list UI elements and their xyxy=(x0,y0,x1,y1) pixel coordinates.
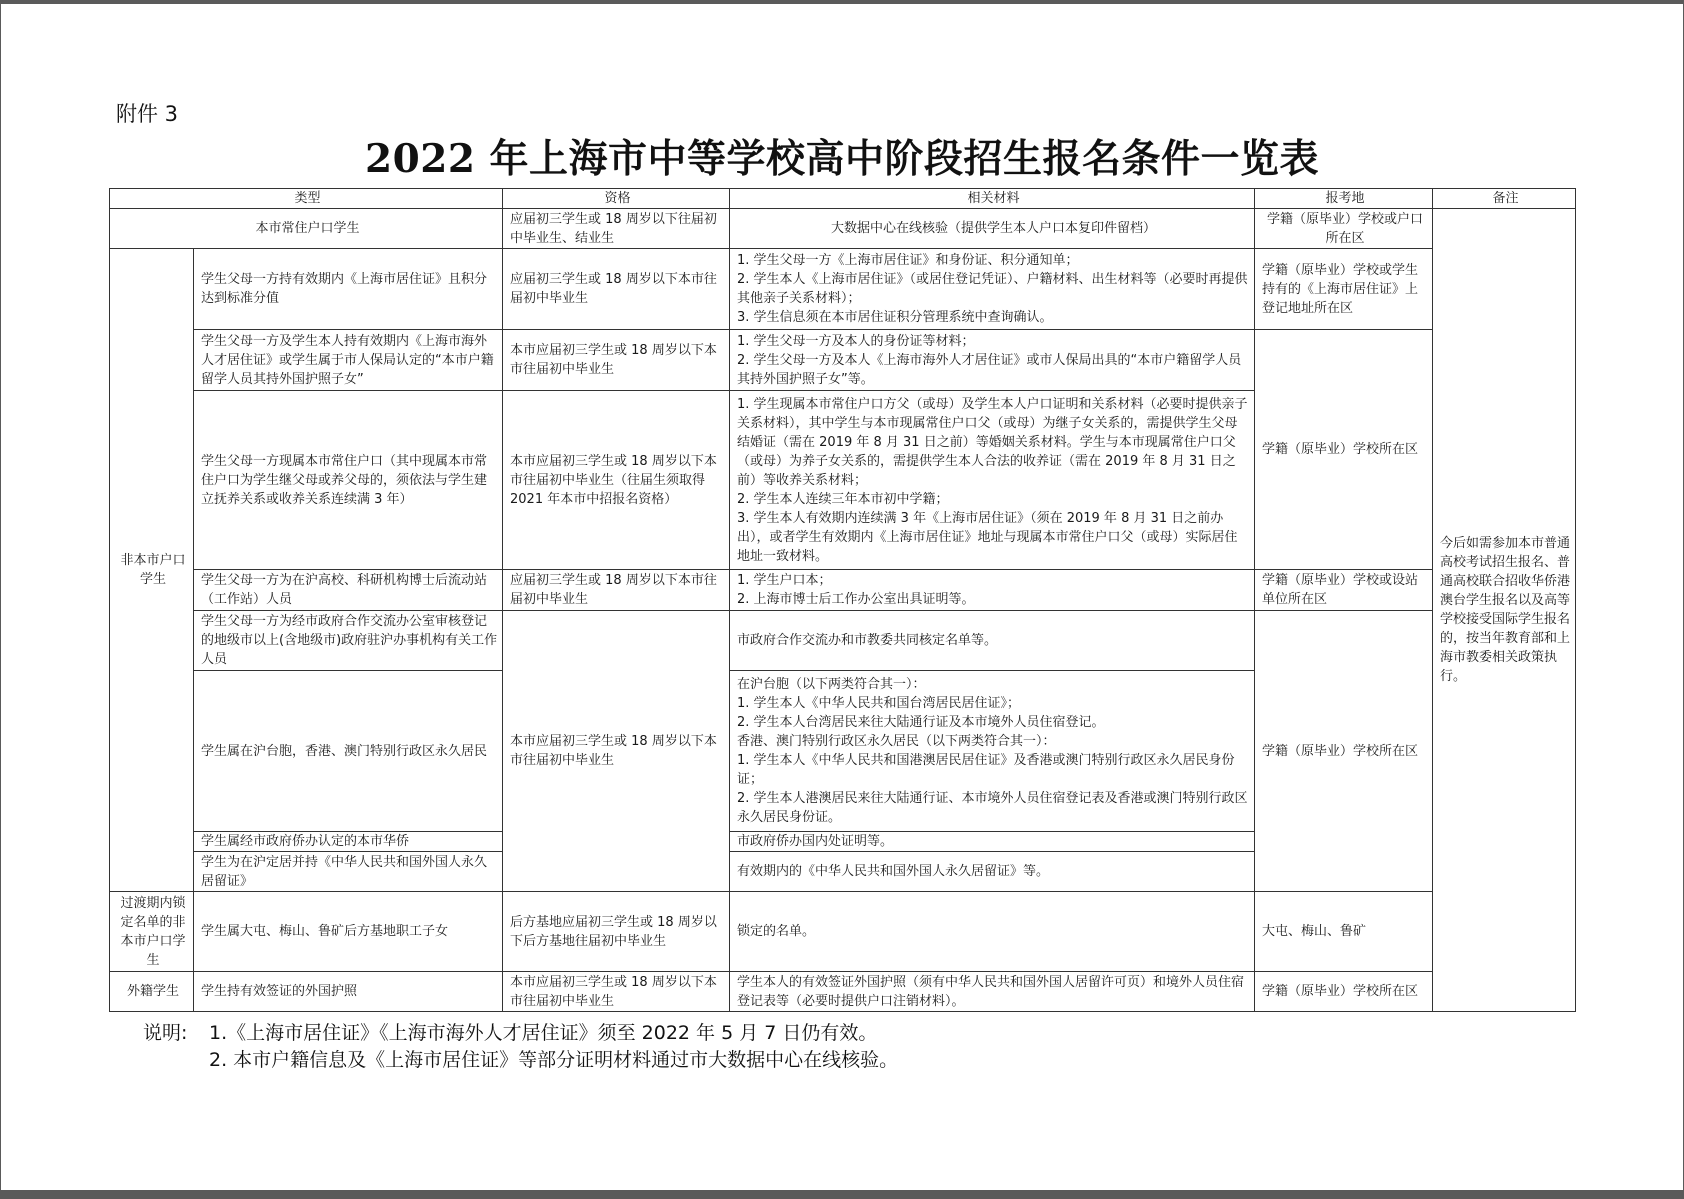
exam-location-cell: 大屯、梅山、鲁矿 xyxy=(1255,892,1433,972)
table-row xyxy=(110,611,1576,671)
material-line: 2. 学生本人港澳居民来往大陆通行证、本市境外人员住宿登记表及香港或澳门特别行政区永久居民身份证。 xyxy=(737,791,1248,825)
document-title: 2022 年上海市中等学校高中阶段招生报名条件一览表 xyxy=(364,136,1320,182)
materials-cell: 市政府侨办国内处证明等。 xyxy=(730,832,1255,852)
condition-cell: 学生父母一方为在沪高校、科研机构博士后流动站（工作站）人员 xyxy=(194,570,503,611)
material-line: 1. 学生现属本市常住户口方父（或母）及学生本人户口证明和关系材料（必要时提供亲子关系材料），其中学生与本市现属常住户口父（或母）为继子女关系的，需提供学生父母结婚证（需在 2019 年 8 月 31 日之前）等婚姻关系材料。学生与本市现属常住户口父（或母）为养子女关系的，需提供学生本人合法的收养证（需在 2019 年 8 月 31 日之前）等收养关系材料； xyxy=(737,396,1248,488)
materials-cell xyxy=(730,249,1255,330)
condition-cell: 学生父母一方为经市政府合作交流办公室审核登记的地级市以上(含地级市)政府驻沪办事机构有关工作人员 xyxy=(194,611,503,671)
qualification-cell: 本市应届初三学生或 18 周岁以下本市往届初中毕业生 xyxy=(503,972,730,1012)
materials-cell xyxy=(730,570,1255,611)
material-line: 1. 学生父母一方及本人的身份证等材料； xyxy=(737,333,975,349)
exam-location-cell: 学籍（原毕业）学校所在区 xyxy=(1255,611,1433,892)
header-materials: 相关材料 xyxy=(730,189,1255,209)
table-row xyxy=(110,892,1576,972)
transition-category: 过渡期内锁定名单的非本市户口学生 xyxy=(110,892,194,972)
remarks-cell: 今后如需参加本市普通高校考试招生报名、普通高校联合招收华侨港澳台学生报名以及高等学校接受国际学生报名的，按当年教育部和上海市教委相关政策执行。 xyxy=(1433,209,1576,1012)
header-qualification: 资格 xyxy=(503,189,730,209)
condition-cell: 学生属在沪台胞，香港、澳门特别行政区永久居民 xyxy=(194,671,503,832)
local-type: 本市常住户口学生 xyxy=(110,209,503,249)
material-line: 在沪台胞（以下两类符合其一）： xyxy=(737,677,926,692)
local-exam-location: 学籍（原毕业）学校或户口所在区 xyxy=(1255,209,1433,249)
annex-label: 附件 3 xyxy=(116,102,179,126)
local-materials: 大数据中心在线核验（提供学生本人户口本复印件留档） xyxy=(730,209,1255,249)
exam-location-cell: 学籍（原毕业）学校或学生持有的《上海市居住证》上登记地址所在区 xyxy=(1255,249,1433,330)
materials-cell xyxy=(730,330,1255,391)
materials-cell: 市政府合作交流办和市教委共同核定名单等。 xyxy=(730,611,1255,671)
qualification-cell: 本市应届初三学生或 18 周岁以下本市往届初中毕业生（往届生须取得 2021 年本市中招报名资格） xyxy=(503,391,730,570)
condition-cell: 学生属大屯、梅山、鲁矿后方基地职工子女 xyxy=(194,892,503,972)
note-item: 1.《上海市居住证》《上海市海外人才居住证》须至 2022 年 5 月 7 日仍有效。 xyxy=(209,1022,878,1044)
condition-cell: 学生父母一方持有效期内《上海市居住证》且积分达到标准分值 xyxy=(194,249,503,330)
condition-cell: 学生父母一方现属本市常住户口（其中现属本市常住户口为学生继父母或养父母的，须依法与学生建立抚养关系或收养关系连续满 3 年） xyxy=(194,391,503,570)
header-exam-location: 报考地 xyxy=(1255,189,1433,209)
header-remarks: 备注 xyxy=(1433,189,1576,209)
condition-cell: 学生为在沪定居并持《中华人民共和国外国人永久居留证》 xyxy=(194,852,503,892)
note-item: 2. 本市户籍信息及《上海市居住证》等部分证明材料通过市大数据中心在线核验。 xyxy=(209,1049,899,1071)
material-line: 2. 学生本人《上海市居住证》（或居住登记凭证）、户籍材料、出生材料等（必要时再提供其他亲子关系材料）； xyxy=(737,272,1248,306)
material-line: 2. 学生父母一方及本人《上海市海外人才居住证》或市人保局出具的“本市户籍留学人员其持外国护照子女”等。 xyxy=(737,352,1242,387)
material-line: 1. 学生本人《中华人民共和国台湾居民居住证》； xyxy=(737,696,1021,711)
material-line: 1. 学生户口本； xyxy=(737,573,832,588)
material-line: 2. 上海市博士后工作办公室出具证明等。 xyxy=(737,592,975,607)
notes-label: 说明: xyxy=(143,1022,188,1044)
condition-cell: 学生属经市政府侨办认定的本市华侨 xyxy=(194,832,503,852)
header-row xyxy=(110,189,1576,209)
qualification-cell: 后方基地应届初三学生或 18 周岁以下后方基地往届初中毕业生 xyxy=(503,892,730,972)
header-type: 类型 xyxy=(110,189,503,209)
table-row xyxy=(110,972,1576,1012)
condition-cell: 学生父母一方及学生本人持有效期内《上海市海外人才居住证》或学生属于市人保局认定的“本市户籍留学人员其持外国护照子女” xyxy=(194,330,503,391)
condition-cell: 学生持有效签证的外国护照 xyxy=(194,972,503,1012)
exam-location-cell: 学籍（原毕业）学校所在区 xyxy=(1255,972,1433,1012)
material-line: 3. 学生信息须在本市居住证积分管理系统中查询确认。 xyxy=(737,310,1053,325)
material-line: 1. 学生父母一方《上海市居住证》和身份证、积分通知单； xyxy=(737,253,1079,268)
qualification-cell: 应届初三学生或 18 周岁以下本市往届初中毕业生 xyxy=(503,570,730,611)
notes-section xyxy=(143,1020,898,1074)
materials-cell xyxy=(730,671,1255,832)
eligibility-table xyxy=(109,188,1576,1012)
qualification-cell: 本市应届初三学生或 18 周岁以下本市往届初中毕业生 xyxy=(503,330,730,391)
non-local-category: 非本市户口学生 xyxy=(110,249,194,892)
materials-cell xyxy=(730,391,1255,570)
material-line: 2. 学生本人连续三年本市初中学籍； xyxy=(737,491,949,507)
materials-cell: 学生本人的有效签证外国护照（须有中华人民共和国外国人居留许可页）和境外人员住宿登记表等（必要时提供户口注销材料）。 xyxy=(730,972,1255,1012)
material-line: 2. 学生本人台湾居民来往大陆通行证及本市境外人员住宿登记。 xyxy=(737,715,1105,730)
material-line: 香港、澳门特别行政区永久居民（以下两类符合其一）： xyxy=(737,734,1056,749)
foreign-category: 外籍学生 xyxy=(110,972,194,1012)
table-row xyxy=(110,249,1576,330)
material-line: 3. 学生本人有效期内连续满 3 年《上海市居住证》（须在 2019 年 8 月 31 日之前办出），或者学生有效期内《上海市居住证》地址与现属本市常住户口父（或母）实际居住地址一致材料。 xyxy=(737,510,1238,564)
table-row xyxy=(110,330,1576,391)
table-row xyxy=(110,209,1576,249)
material-line: 1. 学生本人《中华人民共和国港澳居民居住证》及香港或澳门特别行政区永久居民身份证； xyxy=(737,753,1235,787)
local-qualification: 应届初三学生或 18 周岁以下往届初中毕业生、结业生 xyxy=(503,209,730,249)
exam-location-cell: 学籍（原毕业）学校或设站单位所在区 xyxy=(1255,570,1433,611)
materials-cell: 锁定的名单。 xyxy=(730,892,1255,972)
qualification-cell: 本市应届初三学生或 18 周岁以下本市往届初中毕业生 xyxy=(503,611,730,892)
materials-cell: 有效期内的《中华人民共和国外国人永久居留证》等。 xyxy=(730,852,1255,892)
table-row xyxy=(110,570,1576,611)
qualification-cell: 应届初三学生或 18 周岁以下本市往届初中毕业生 xyxy=(503,249,730,330)
exam-location-cell: 学籍（原毕业）学校所在区 xyxy=(1255,330,1433,570)
